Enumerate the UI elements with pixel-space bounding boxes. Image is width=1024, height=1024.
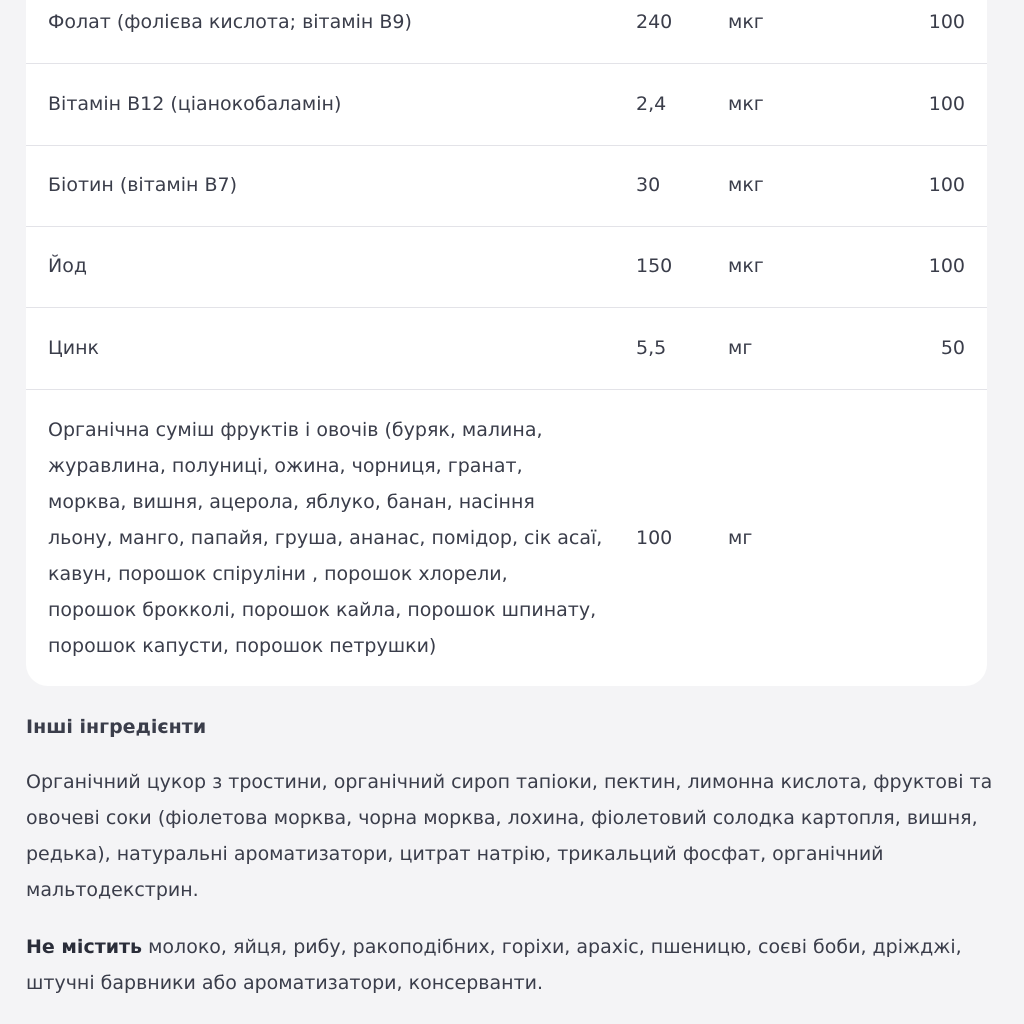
other-ingredients-heading: Інші інгредієнти bbox=[26, 716, 207, 738]
other-ingredients-text bbox=[26, 764, 996, 908]
nutrient-daily-value: 50 bbox=[940, 337, 965, 359]
nutrient-unit: мкг bbox=[728, 174, 764, 196]
other-ingredients-line: мальтодекстрин. bbox=[26, 879, 199, 901]
allergen-note-line bbox=[26, 929, 996, 965]
nutrient-name: Фолат (фолієва кислота; вітамін B9) bbox=[48, 11, 412, 33]
nutrient-name-line: Органічна суміш фруктів і овочів (буряк, малина, bbox=[48, 419, 543, 441]
nutrient-amount: 240 bbox=[636, 11, 673, 33]
nutrient-name-line: журавлина, полуниці, ожина, чорниця, гранат, bbox=[48, 455, 523, 477]
nutrient-unit: мкг bbox=[728, 11, 764, 33]
allergen-note-label: Не містить bbox=[26, 936, 143, 958]
table-row bbox=[26, 227, 987, 308]
nutrient-amount: 30 bbox=[636, 174, 661, 196]
nutrient-name-line: льону, манго, папайя, груша, ананас, помідор, сік асаї, bbox=[48, 527, 603, 549]
nutrient-daily-value: 100 bbox=[928, 11, 965, 33]
table-row bbox=[26, 0, 987, 64]
nutrient-unit: мкг bbox=[728, 255, 764, 277]
nutrient-name-line: кавун, порошок спіруліни , порошок хлорели, bbox=[48, 563, 508, 585]
nutrient-name-line: порошок капусти, порошок петрушки) bbox=[48, 635, 437, 657]
nutrient-name-line: морква, вишня, ацерола, яблуко, банан, насіння bbox=[48, 491, 535, 513]
nutrient-daily-value: 100 bbox=[928, 255, 965, 277]
nutrient-name: Йод bbox=[48, 255, 87, 277]
nutrient-amount: 150 bbox=[636, 255, 673, 277]
nutrient-name: Біотин (вітамін B7) bbox=[48, 174, 238, 196]
table-row bbox=[26, 390, 987, 686]
allergen-note-line: штучні барвники або ароматизатори, консерванти. bbox=[26, 972, 544, 994]
nutrient-name: Вітамін B12 (ціанокобаламін) bbox=[48, 93, 342, 115]
other-ingredients-line: Органічний цукор з тростини, органічний сироп тапіоки, пектин, лимонна кислота, фруктові та bbox=[26, 771, 993, 793]
allergen-note-text: молоко, яйця, рибу, ракоподібних, горіхи, арахіс, пшеницю, соєві боби, дріжджі, bbox=[142, 936, 962, 958]
nutrition-table bbox=[26, 0, 987, 686]
nutrient-unit: мкг bbox=[728, 93, 764, 115]
nutrient-daily-value: 100 bbox=[928, 93, 965, 115]
nutrient-unit: мг bbox=[728, 527, 753, 549]
nutrient-amount: 5,5 bbox=[636, 337, 667, 359]
table-row bbox=[26, 308, 987, 390]
other-ingredients-line: овочеві соки (фіолетова морква, чорна морква, лохина, фіолетовий солодка картопля, вишня, bbox=[26, 807, 978, 829]
nutrient-daily-value: 100 bbox=[928, 174, 965, 196]
allergen-note bbox=[26, 929, 996, 1001]
other-ingredients-line: редька), натуральні ароматизатори, цитрат натрію, трикальций фосфат, органічний bbox=[26, 843, 884, 865]
nutrient-name: Цинк bbox=[48, 337, 99, 359]
nutrient-name-line: порошок брокколі, порошок кайла, порошок шпинату, bbox=[48, 599, 597, 621]
table-row bbox=[26, 64, 987, 146]
table-row bbox=[26, 146, 987, 227]
nutrient-name bbox=[48, 412, 608, 664]
nutrient-amount: 100 bbox=[636, 527, 673, 549]
nutrient-amount: 2,4 bbox=[636, 93, 667, 115]
nutrient-unit: мг bbox=[728, 337, 753, 359]
